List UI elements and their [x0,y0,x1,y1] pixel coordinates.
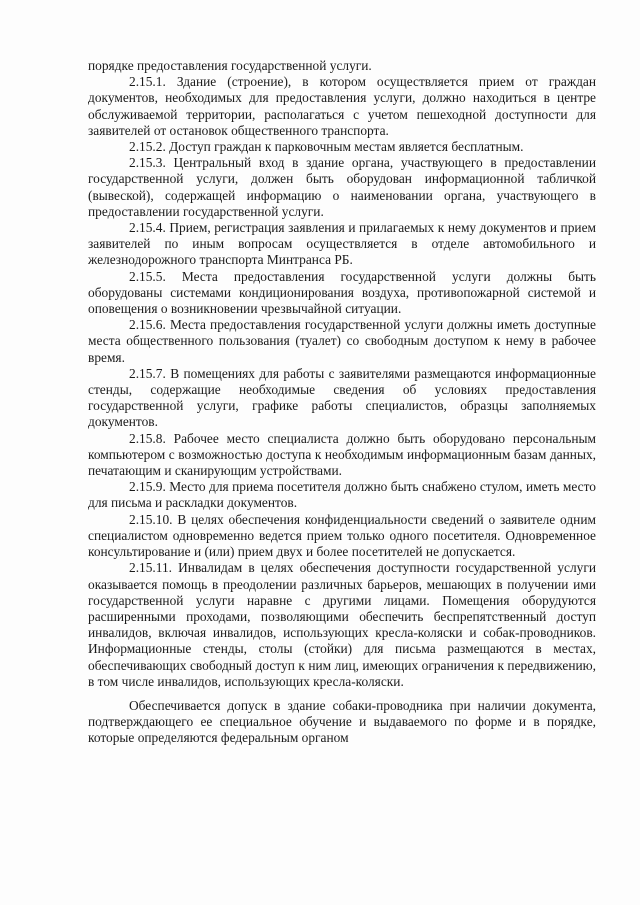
paragraph-2-15-8: 2.15.8. Рабочее место специалиста должно быть оборудовано персональным компьютером с возможностью доступа к необходимым информационным базам данных, печатающим и сканирующим устройствами. [88,430,596,479]
document-body [88,58,596,747]
paragraph-2-15-9: 2.15.9. Место для приема посетителя должно быть снабжено стулом, иметь место для письма и раскладки документов. [88,479,596,511]
paragraph-2-15-4: 2.15.4. Прием, регистрация заявления и прилагаемых к нему документов и прием заявителей по иным вопросам осуществляется в отделе автомобильного и железнодорожного транспорта Минтранса РБ. [88,220,596,268]
paragraph-2-15-1: 2.15.1. Здание (строение), в котором осуществляется прием от граждан документов, необходимых для предоставления услуги, должно находиться в центре обслуживаемой территории, располагаться с учетом пешеходной доступности для заявителей от остановок общественного транспорта. [88,74,596,138]
paragraph-2-15-3: 2.15.3. Центральный вход в здание органа, участвующего в предоставлении государственной услуги, должен быть оборудован информационной табличкой (вывеской), содержащей информацию о наименовании органа, участвующего в предоставлении государственной услуги. [88,155,596,219]
paragraph-continuation: порядке предоставления государственной услуги. [88,58,372,73]
paragraph-2-15-6: 2.15.6. Места предоставления государственной услуги должны иметь доступные места общественного пользования (туалет) со свободным доступом к нему в рабочее время. [88,317,596,365]
paragraph-2-15-10: 2.15.10. В целях обеспечения конфиденциальности сведений о заявителе одним специалистом одновременно ведется прием только одного посетителя. Одновременное консультирование и (или) прием двух и более посетителей не допускается. [88,511,596,560]
paragraph-2-15-11: 2.15.11. Инвалидам в целях обеспечения доступности государственной услуги оказывается помощь в преодолении различных барьеров, мешающих в получении ими государственной услуги наравне с другими лицами. Помещения оборудуются расширенными проходами, позволяющими обеспечить беспрепятственный доступ инвалидов, включая инвалидов, использующих кресла-коляски и собак-проводников. Информационные стенды, столы (стойки) для письма размещаются в местах, обеспечивающих свободный доступ к ним лиц, имеющих ограничения к передвижению, в том числе инвалидов, использующих кресла-коляски. [88,560,596,689]
paragraph-guide-dog-access: Обеспечивается допуск в здание собаки-проводника при наличии документа, подтверждающего ее специальное обучение и выдаваемого по форме и в порядке, которые определяются федеральным органом [88,697,596,746]
paragraph-2-15-2: 2.15.2. Доступ граждан к парковочным местам является бесплатным. [129,139,524,155]
paragraph-2-15-7: 2.15.7. В помещениях для работы с заявителями размещаются информационные стенды, содержащие необходимые сведения об условиях предоставления государственной услуги, графике работы специалистов, образцы заполняемых документов. [88,365,596,430]
paragraph-2-15-5: 2.15.5. Места предоставления государственной услуги должны быть оборудованы системами кондиционирования воздуха, противопожарной системой и оповещения о возникновении чрезвычайной ситуации. [88,268,596,317]
